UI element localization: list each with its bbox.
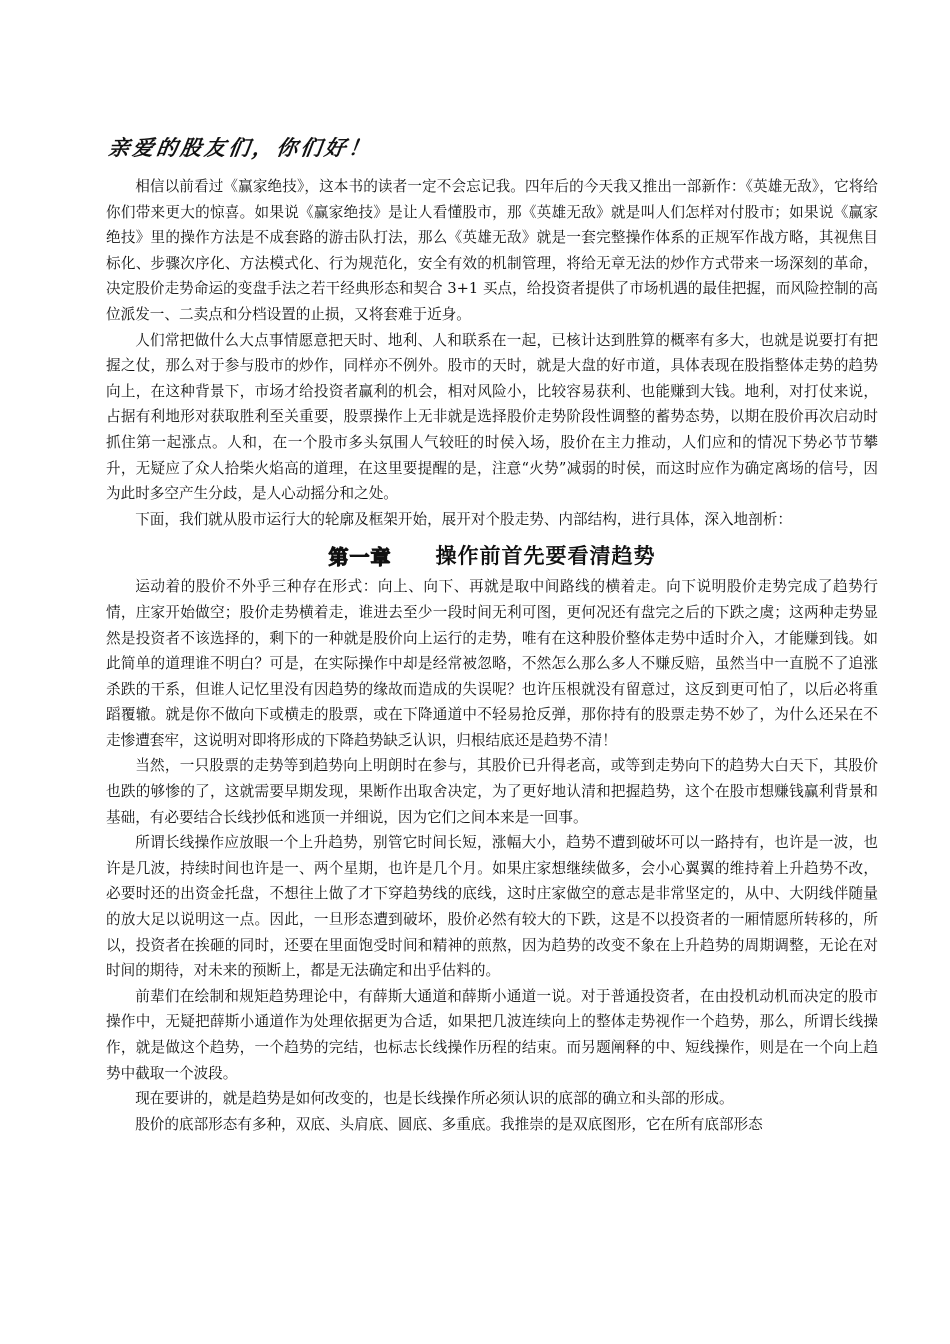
- chapter-paragraph: 运动着的股价不外乎三种存在形式：向上、向下、再就是取中间路线的横着走。向下说明股价走势完成了趋势行情，庄家开始做空；股价走势横着走，谁进去至少一段时间无利可图，更何况还有盘完之后的下跌之虞；这两种走势显然是投资者不该选择的，剩下的一种就是股价向上运行的走势，唯有在这种股价整体走势中适时介入，才能赚到钱。如此简单的道理谁不明白？可是，在实际操作中却是经常被忽略，不然怎么那么多人不赚反赔，虽然当中一直脱不了追涨杀跌的干系，但谁人记忆里没有因趋势的缘故而造成的失误呢？也许压根就没有留意过，这反到更可怕了，以后必将重蹈覆辙。就是你不做向下或横走的股票，或在下降通道中不轻易抢反弹，那你持有的股票走势不妙了，为什么还呆在不走惨遭套牢，这说明对即将形成的下降趋势缺乏认识，归根结底还是趋势不清！: [106, 578, 878, 749]
- intro-paragraph: 相信以前看过《赢家绝技》，这本书的读者一定不会忘记我。四年后的今天我又推出一部新作：《英雄无敌》，它将给你们带来更大的惊喜。如果说《赢家绝技》是让人看懂股市，那《英雄无敌》就是叫人们怎样对付股市；如果说《赢家绝技》里的操作方法是不成套路的游击队打法，那么《英雄无敌》就是一套完整操作体系的正规军作战方略，其视焦目标化、步骤次序化、方法模式化、行为规范化，安全有效的机制管理，将给无章无法的炒作方式带来一场深刻的革命，决定股价走势命运的变盘手法之若干经典形态和契合 3+1 买点，给投资者提供了市场机遇的最佳把握，而风险控制的高位派发一、二卖点和分档设置的止损，又将套难于近身。: [106, 178, 878, 323]
- intro-paragraph: 人们常把做什么大点事情愿意把天时、地利、人和联系在一起，已核计达到胜算的概率有多大，也就是说要打有把握之仗，那么对于参与股市的炒作，同样亦不例外。股市的天时，就是大盘的好市道，具体表现在股指整体走势的趋势向上，在这种背景下，市场才给投资者赢利的机会，相对风险小，比较容易获利、也能赚到大钱。地利，对打仗来说，占据有利地形对获取胜利至关重要，股票操作上无非就是选择股价走势阶段性调整的蓄势态势，以期在股价再次启动时抓住第一起涨点。人和，在一个股市多头氛围人气较旺的时侯入场，股价在主力推动，人们应和的情况下势必节节攀升，无疑应了众人拾柴火焰高的道理，在这里要提醒的是，注意“火势”减弱的时侯，而这时应作为确定离场的信号，因为此时多空产生分歧，是人心动摇分和之处。: [106, 331, 878, 503]
- chapter-paragraph: 股价的底部形态有多种，双底、头肩底、圆底、多重底。我推崇的是双底图形，它在所有底部形态: [135, 1115, 763, 1133]
- chapter-paragraph: 所谓长线操作应放眼一个上升趋势，别管它时间长短，涨幅大小，趋势不遭到破坏可以一路持有，也许是一波，也许是几波，持续时间也许是一、两个星期，也许是几个月。如果庄家想继续做多，会小心翼翼的维持着上升趋势不改，必要时还的出资金托盘，不想往上做了才下穿趋势线的底线，这时庄家做空的意志是非常坚定的，从中、大阴线伴随量的放大足以说明这一点。因此，一旦形态遭到破坏，股价必然有较大的下跌，这是不以投资者的一厢情愿所转移的，所以，投资者在挨砸的同时，还要在里面饱受时间和精神的煎熬，因为趋势的改变不象在上升趋势的周期调整，无论在对时间的期待，对未来的预断上，都是无法确定和出乎估料的。: [106, 834, 878, 980]
- chapter-title: 操作前首先要看清趋势: [435, 544, 656, 569]
- chapter-number: 第一章: [328, 544, 392, 569]
- chapter-paragraph: 前辈们在绘制和规矩趋势理论中，有薛斯大通道和薛斯小通道一说。对于普通投资者，在由投机动机而决定的股市操作中，无疑把薛斯小通道作为处理依据更为合适，如果把几波连续向上的整体走势视作一个趋势，那么，所谓长线操作，就是做这个趋势，一个趋势的完结，也标志长线操作历程的结束。而另题阐释的中、短线操作，则是在一个向上趋势中截取一个波段。: [106, 987, 878, 1082]
- chapter-heading: [106, 536, 878, 574]
- chapter-paragraph: 现在要讲的，就是趋势是如何改变的，也是长线操作所必须认识的底部的确立和头部的形成。: [135, 1090, 734, 1108]
- intro-paragraph: 下面，我们就从股市运行大的轮廓及框架开始，展开对个股走势、内部结构，进行具体，深入地剖析：: [135, 510, 792, 528]
- chapter-paragraph: 当然，一只股票的走势等到趋势向上明朗时在参与，其股价已升得老高，或等到走势向下的趋势大白天下，其股价也跌的够惨的了，这就需要早期发现，果断作出取舍决定，为了更好地认清和把握趋势，这个在股市想赚钱赢利背景和基础，有必要结合长线抄低和逃顶一并细说，因为它们之间本来是一回事。: [106, 757, 878, 826]
- document-page: [106, 130, 878, 1137]
- greeting-heading: 亲爱的股友们，你们好！: [106, 136, 375, 160]
